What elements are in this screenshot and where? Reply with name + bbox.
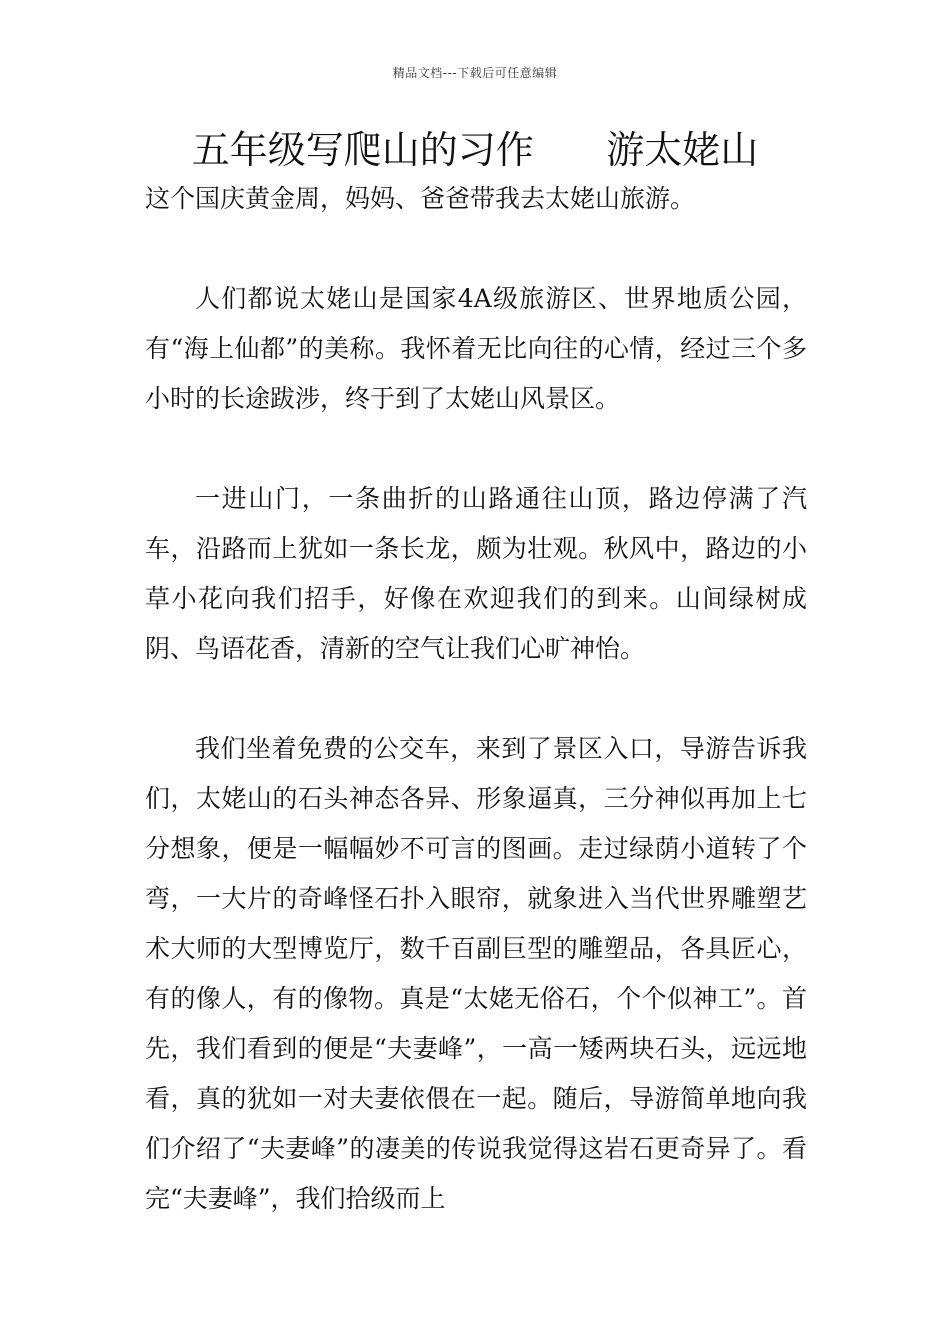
- paragraph: 人们都说太姥山是国家4A级旅游区、世界地质公园，有“海上仙都”的美称。我怀着无比向往的心情，经过三个多小时的长途跋涉，终于到了太姥山风景区。: [145, 284, 807, 413]
- document-title: 五年级写爬山的习作 游太姥山: [191, 128, 759, 172]
- document-body: [145, 174, 807, 1224]
- paragraph-intro: 这个国庆黄金周，妈妈、爸爸带我去太姥山旅游。: [145, 184, 696, 213]
- paragraph: 我们坐着免费的公交车，来到了景区入口，导游告诉我们，太姥山的石头神态各异、形象逼真，三分神似再加上七分想象，便是一幅幅妙不可言的图画。走过绿荫小道转了个弯，一大片的奇峰怪石扑入眼帘，就象进入当代世界雕塑艺术大师的大型博览厅，数千百副巨型的雕塑品，各具匠心，有的像人，有的像物。真是“太姥无俗石，个个似神工”。首先，我们看到的便是“夫妻峰”，一高一矮两块石头，远远地看，真的犹如一对夫妻依偎在一起。随后，导游简单地向我们介绍了“夫妻峰”的凄美的传说我觉得这岩石更奇异了。看完“夫妻峰”，我们拾级而上: [145, 734, 807, 1213]
- header-note: 精品文档---下载后可任意编辑: [392, 66, 558, 80]
- paragraph: 一进山门，一条曲折的山路通往山顶，路边停满了汽车，沿路而上犹如一条长龙，颇为壮观。秋风中，路边的小草小花向我们招手，好像在欢迎我们的到来。山间绿树成阴、鸟语花香，清新的空气让我们心旷神怡。: [145, 484, 807, 663]
